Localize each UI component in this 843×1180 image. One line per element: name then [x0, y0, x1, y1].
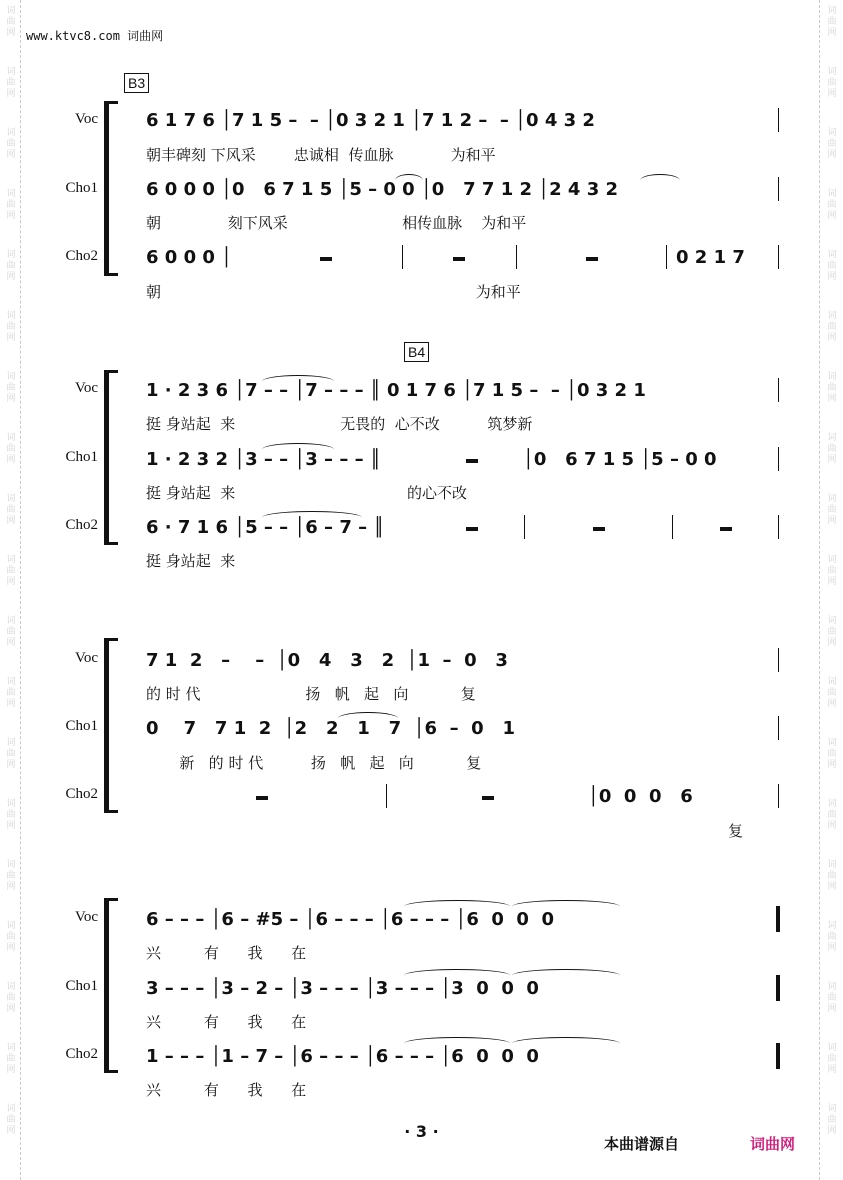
watermark-glyph: 词 曲 网 [6, 67, 16, 99]
bracket-hook-bottom [104, 810, 118, 813]
watermark-glyph: 词 曲 网 [6, 250, 16, 282]
watermark-strip-left [4, 0, 18, 1180]
system-bracket [104, 640, 109, 812]
barline-end [778, 108, 779, 132]
part-label-cho1: Cho1 [65, 449, 98, 465]
watermark-glyph: 词 曲 网 [6, 799, 16, 831]
watermark-glyph: 词 曲 网 [827, 311, 837, 343]
part-label-cho1: Cho1 [65, 718, 98, 734]
watermark-glyph: 词 曲 网 [6, 982, 16, 1014]
notation-row-voc: 6 – – – │6 – #5 – │6 – – – │6 – – – │6 0 0 0 [146, 909, 555, 930]
rehearsal-mark-b3: B3 [124, 73, 149, 93]
watermark-glyph: 词 曲 网 [6, 1104, 16, 1136]
watermark-glyph: 词 曲 网 [6, 555, 16, 587]
watermark-glyph: 词 曲 网 [827, 250, 837, 282]
barline [386, 784, 387, 808]
barline-end [778, 378, 779, 402]
watermark-glyph: 词 曲 网 [6, 311, 16, 343]
page-number: · 3 · [404, 1122, 439, 1141]
notation-row-cho1: 0 7 7 1 2 │2 2 1 7 │6 – 0 1 [146, 718, 515, 739]
barline [524, 515, 525, 539]
notation-row-cho1-tail: │0 6 7 1 5 │5 – 0 0 [523, 449, 717, 470]
tie-arc [404, 969, 510, 982]
watermark-glyph: 词 曲 网 [6, 433, 16, 465]
tie-arc [404, 900, 510, 913]
lyrics-row-cho2: 兴 有 我 在 [146, 1081, 307, 1099]
watermark-glyph: 词 曲 网 [6, 1043, 16, 1075]
watermark-glyph: 词 曲 网 [827, 372, 837, 404]
part-label-cho2: Cho2 [65, 517, 98, 533]
watermark-glyph: 词 曲 网 [827, 6, 837, 38]
whole-rest [466, 459, 478, 463]
watermark-glyph: 词 曲 网 [827, 128, 837, 160]
watermark-glyph: 词 曲 网 [827, 677, 837, 709]
notation-row-cho2: 6 0 0 0 │ [146, 247, 233, 268]
part-label-cho2: Cho2 [65, 248, 98, 264]
notation-row-cho2: │0 0 0 6 [588, 786, 693, 807]
notation-row-cho2: 6 · 7 1 6 │5 – – │6 – 7 – ║ [146, 517, 385, 538]
tie-arc [512, 969, 620, 982]
whole-rest [453, 257, 465, 261]
part-label-voc: Voc [74, 650, 98, 666]
part-label-cho2: Cho2 [65, 1046, 98, 1062]
tie-arc [262, 443, 334, 456]
barline-end [778, 447, 779, 471]
tie-arc [395, 174, 423, 187]
bracket-hook-top [104, 898, 118, 901]
lyrics-row-voc: 的 时 代 扬 帆 起 向 复 [146, 685, 476, 703]
watermark-glyph: 词 曲 网 [6, 128, 16, 160]
lyrics-row-cho2: 复 [728, 822, 744, 840]
watermark-glyph: 词 曲 网 [6, 677, 16, 709]
whole-rest [593, 527, 605, 531]
whole-rest [466, 527, 478, 531]
watermark-glyph: 词 曲 网 [827, 799, 837, 831]
system-bracket [104, 372, 109, 544]
watermark-glyph: 词 曲 网 [6, 921, 16, 953]
tie-arc [512, 1037, 620, 1050]
notation-row-cho1: 3 – – – │3 – 2 – │3 – – – │3 – – – │3 0 0 0 [146, 978, 539, 999]
barline-end [778, 648, 779, 672]
watermark-glyph: 词 曲 网 [827, 738, 837, 770]
notation-row-voc: 6 1 7 6 │7 1 5 – – │0 3 2 1 │7 1 2 – – │0 4 3 2 [146, 110, 595, 131]
watermark-glyph: 词 曲 网 [6, 6, 16, 38]
watermark-glyph: 词 曲 网 [6, 860, 16, 892]
bracket-hook-top [104, 370, 118, 373]
system-bracket [104, 900, 109, 1072]
tie-arc [338, 712, 398, 725]
tie-arc [640, 174, 680, 187]
barline [672, 515, 673, 539]
lyrics-row-cho1: 新 的 时 代 扬 帆 起 向 复 [146, 754, 482, 772]
lyrics-row-cho1: 挺 身站起 来 的心不改 [146, 484, 467, 502]
lyrics-row-voc: 挺 身站起 来 无畏的 心不改 筑梦新 [146, 415, 533, 433]
watermark-glyph: 词 曲 网 [6, 372, 16, 404]
notation-row-cho2-tail: 0 2 1 7 [676, 247, 745, 268]
whole-rest [586, 257, 598, 261]
barline [666, 245, 667, 269]
whole-rest [482, 796, 494, 800]
rehearsal-mark-b4: B4 [404, 342, 429, 362]
lyrics-row-cho2: 朝 为和平 [146, 283, 521, 301]
barline [516, 245, 517, 269]
bracket-hook-bottom [104, 273, 118, 276]
notation-row-voc: 7 1 2 – – │0 4 3 2 │1 – 0 3 [146, 650, 508, 671]
watermark-glyph: 词 曲 网 [6, 189, 16, 221]
bracket-hook-top [104, 101, 118, 104]
part-label-voc: Voc [74, 909, 98, 925]
watermark-glyph: 词 曲 网 [827, 1043, 837, 1075]
watermark-glyph: 词 曲 网 [827, 67, 837, 99]
watermark-glyph: 词 曲 网 [827, 189, 837, 221]
lyrics-row-voc: 朝丰碑刻 下风采 忠诚相 传血脉 为和平 [146, 146, 496, 164]
barline-end [778, 245, 779, 269]
part-label-voc: Voc [74, 380, 98, 396]
system-bracket [104, 103, 109, 275]
barline-end [778, 515, 779, 539]
part-label-cho1: Cho1 [65, 978, 98, 994]
tie-arc [404, 1037, 510, 1050]
tie-arc [512, 900, 620, 913]
tie-arc [262, 511, 362, 524]
footer-brand-link[interactable]: 词曲网 [750, 1135, 796, 1153]
site-header[interactable]: www.ktvc8.com 词曲网 [26, 29, 164, 43]
tie-arc [262, 375, 334, 388]
lyrics-row-cho2: 挺 身站起 来 [146, 552, 236, 570]
part-label-voc: Voc [74, 111, 98, 127]
watermark-glyph: 词 曲 网 [827, 1104, 837, 1136]
final-barline [776, 906, 780, 932]
bracket-hook-bottom [104, 1070, 118, 1073]
part-label-cho1: Cho1 [65, 180, 98, 196]
part-label-cho2: Cho2 [65, 786, 98, 802]
watermark-glyph: 词 曲 网 [827, 982, 837, 1014]
watermark-glyph: 词 曲 网 [827, 921, 837, 953]
watermark-glyph: 词 曲 网 [6, 494, 16, 526]
watermark-glyph: 词 曲 网 [6, 616, 16, 648]
lyrics-row-voc: 兴 有 我 在 [146, 944, 307, 962]
lyrics-row-cho1: 朝 刻下风采 相传血脉 为和平 [146, 214, 527, 232]
barline-end [778, 716, 779, 740]
notation-row-voc: 1 · 2 3 6 │7 – – │7 – – – ║ 0 1 7 6 │7 1 5 – – │0 3 2 1 [146, 380, 646, 401]
lyrics-row-cho1: 兴 有 我 在 [146, 1013, 307, 1031]
notation-row-cho1: 6 0 0 0 │0 6 7 1 5 │5 – 0 0 │0 7 7 1 2 │2 4 3 2 [146, 179, 619, 200]
notation-row-cho2: 1 – – – │1 – 7 – │6 – – – │6 – – – │6 0 0 0 [146, 1046, 539, 1067]
barline-end [778, 177, 779, 201]
watermark-glyph: 词 曲 网 [827, 555, 837, 587]
final-barline [776, 975, 780, 1001]
final-barline [776, 1043, 780, 1069]
watermark-strip-right [825, 0, 839, 1180]
whole-rest [320, 257, 332, 261]
notation-row-cho1: 1 · 2 3 2 │3 – – │3 – – – ║ [146, 449, 381, 470]
bracket-hook-bottom [104, 542, 118, 545]
watermark-glyph: 词 曲 网 [827, 433, 837, 465]
watermark-glyph: 词 曲 网 [827, 616, 837, 648]
bracket-hook-top [104, 638, 118, 641]
whole-rest [256, 796, 268, 800]
footer-source-text: 本曲谱源自 [604, 1135, 680, 1153]
whole-rest [720, 527, 732, 531]
barline-end [778, 784, 779, 808]
watermark-glyph: 词 曲 网 [827, 860, 837, 892]
barline [402, 245, 403, 269]
watermark-glyph: 词 曲 网 [6, 738, 16, 770]
watermark-glyph: 词 曲 网 [827, 494, 837, 526]
